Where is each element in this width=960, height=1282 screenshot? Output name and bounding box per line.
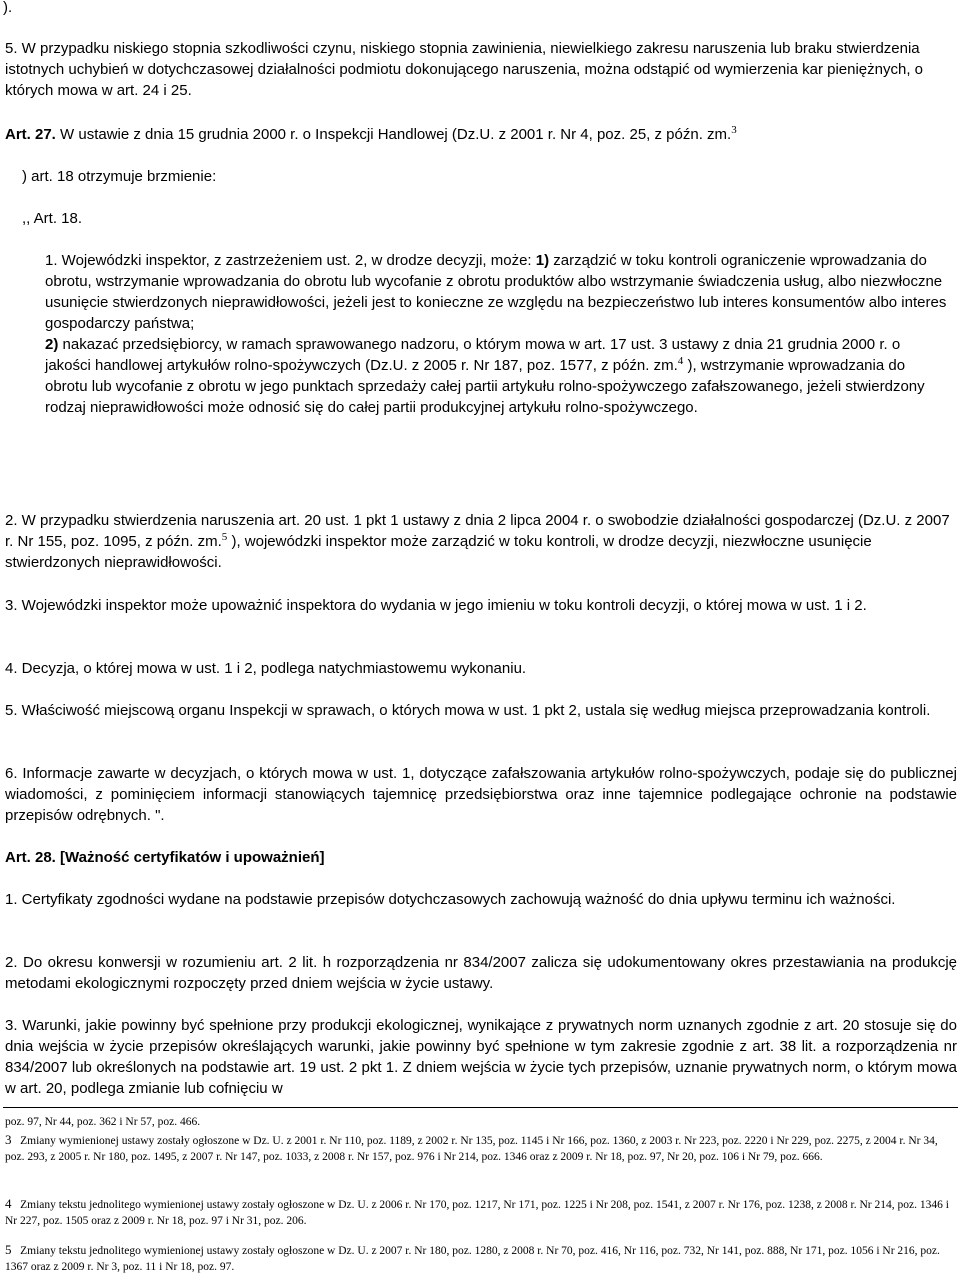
article-27 [5, 124, 957, 145]
article-27-text: W ustawie z dnia 15 grudnia 2000 r. o Inspekcji Handlowej (Dz.U. z 2001 r. Nr 4, poz. 25, z późn. zm. [55, 126, 732, 143]
article-18-paragraph-5: 5. Właściwość miejscową organu Inspekcji w sprawach, o których mowa w ust. 1 pkt 2, ustala się według miejsca przeprowadzania kontroli. [5, 702, 931, 719]
footnote-ref-4[interactable]: 4 [677, 355, 684, 367]
article-27-label: Art. 27. [5, 126, 56, 143]
footnote-4-number: 4 [5, 1196, 12, 1211]
paragraph-2-text-a: 2. W przypadku stwierdzenia naruszenia art. 20 ust. 1 pkt 1 ustawy z dnia 2 lipca 2004 r. o swobodzie działalności gospodarczej (Dz.U. z 2007 r. Nr 155, poz. 1095, z późn. zm. [5, 512, 950, 550]
footnote-3-text: Zmiany wymienionej ustawy zostały ogłoszone w Dz. U. z 2001 r. Nr 110, poz. 1189, z 2002 r. Nr 135, poz. 1145 i Nr 166, poz. 1360, z 2003 r. Nr 223, poz. 2220 i Nr 229, poz. 2275, z 2004 r. Nr 34, poz. 293, z 2005 r. Nr 180, poz. 1495, z 2007 r. Nr 147, poz. 1033, z 2008 r. Nr 157, poz. 976 i Nr 214, poz. 1346 oraz z 2009 r. Nr 18, poz. 97, Nr 20, poz. 106 i Nr 79, poz. 666. [5, 1135, 938, 1163]
footnote-ref-5[interactable]: 5 [221, 531, 228, 543]
article-28-paragraph-3: 3. Warunki, jakie powinny być spełnione przy produkcji ekologicznej, wynikające z prywatnych norm uznanych zgodnie z art. 20 stosuje się do dnia wejścia w życie przepisów określających warunki, jakie powinny być spełnione w tym zakresie zgodnie z art. 38 lit. a rozporządzenia nr 834/2007 lub określonych na podstawie art. 19 ust. 2 pkt 1. Z dniem wejścia w życie tych przepisów, uznanie prywatnych norm, o którym mowa w art. 20, podlega zmianie lub cofnięciu w [5, 1017, 957, 1097]
paragraph-5-art26: 5. W przypadku niskiego stopnia szkodliwości czynu, niskiego stopnia zawinienia, niewielkiego zakresu naruszenia lub braku stwierdzenia istotnych uchybień w dotychczasowej działalności podmiotu dokonującego naruszenia, można odstąpić od wymierzenia kar pieniężnych, o których mowa w art. 24 i 25. [5, 40, 924, 99]
footnote-4-text: Zmiany tekstu jednolitego wymienionej ustawy zostały ogłoszone w Dz. U. z 2006 r. Nr 170, poz. 1217, Nr 171, poz. 1225 i Nr 208, poz. 1541, z 2007 r. Nr 176, poz. 1238, z 2008 r. Nr 214, poz. 1346 i Nr 227, poz. 1505 oraz z 2009 r. Nr 18, poz. 97 i Nr 31, poz. 206. [5, 1199, 949, 1227]
footnote-ref-3[interactable]: 3 [731, 124, 737, 136]
article-28-heading: Art. 28. [Ważność certyfikatów i upoważnień] [5, 849, 325, 866]
point-2-text-b: ), wstrzymanie wprowadzania do obrotu lub wycofanie z obrotu w jego punktach sprzedaży całej partii artykułu rolno-spożywczego zafałszowanego, jeżeli stwierdzony rodzaj nieprawidłowości może odnosić się do całej partii produkcyjnej artykułu rolno-spożywczego. [45, 357, 925, 416]
point-1-number: 1) [535, 252, 550, 269]
article-18-p1-intro: 1. Wojewódzki inspektor, z zastrzeżeniem ust. 2, w drodze decyzji, może: [45, 252, 536, 269]
article-18-paragraph-4: 4. Decyzja, o której mowa w ust. 1 i 2, podlega natychmiastowemu wykonaniu. [5, 660, 527, 677]
article-27-continuation: ) art. 18 otrzymuje brzmienie: [22, 168, 217, 185]
footnote-4 [5, 1196, 955, 1229]
article-28-paragraph-2: 2. Do okresu konwersji w rozumieniu art. 2 lit. h rozporządzenia nr 834/2007 zalicza się udokumentowany okres przestawiania na produkcję metodami ekologicznymi rozpoczęty przed dniem wejścia w życie ustawy. [5, 954, 957, 992]
article-18-paragraph-6: 6. Informacje zawarte w decyzjach, o których mowa w ust. 1, dotyczące zafałszowania artykułów rolno-spożywczych, podaje się do publicznej wiadomości, z pominięciem informacji stanowiących tajemnicę przedsiębiorstwa oraz inne tajemnice podlegające ochronie na podstawie przepisów odrębnych. ". [5, 765, 957, 824]
article-18-paragraph-3: 3. Wojewódzki inspektor może upoważnić inspektora do wydania w jego imieniu w toku kontroli decyzji, o której mowa w ust. 1 i 2. [5, 597, 867, 614]
footnote-separator [3, 1107, 958, 1108]
footnote-5-text: Zmiany tekstu jednolitego wymienionej ustawy zostały ogłoszone w Dz. U. z 2007 r. Nr 180, poz. 1280, z 2008 r. Nr 70, poz. 416, Nr 116, poz. 732, Nr 141, poz. 888, Nr 171, poz. 1056 i Nr 216, poz. 1367 oraz z 2009 r. Nr 3, poz. 11 i Nr 18, poz. 97. [5, 1245, 940, 1273]
point-2-number: 2) [45, 336, 59, 353]
paragraph-2-text-b: ), wojewódzki inspektor może zarządzić w toku kontroli, w drodze decyzji, niezwłoczne usunięcie stwierdzonych nieprawidłowości. [5, 533, 872, 571]
article-28-paragraph-1: 1. Certyfikaty zgodności wydane na podstawie przepisów dotychczasowych zachowują ważność do dnia upływu terminu ich ważności. [5, 891, 896, 908]
footnote-continuation: poz. 97, Nr 44, poz. 362 i Nr 57, poz. 466. [5, 1116, 201, 1128]
footnote-5-number: 5 [5, 1242, 12, 1257]
top-fragment: ). [3, 0, 13, 16]
footnote-3-number: 3 [5, 1132, 12, 1147]
footnote-5 [5, 1242, 955, 1275]
point-2-text-a: nakazać przedsiębiorcy, w ramach sprawowanego nadzoru, o którym mowa w art. 17 ust. 3 ustawy z dnia 21 grudnia 2000 r. o jakości handlowej artykułów rolno-spożywczych (Dz.U. z 2005 r. Nr 187, poz. 1577, z późn. zm. [45, 336, 901, 374]
article-18-paragraph-1 [45, 250, 950, 418]
article-18-heading: ,, Art. 18. [22, 210, 83, 227]
article-18-paragraph-2 [5, 510, 957, 573]
footnote-3 [5, 1132, 955, 1165]
point-1-text: zarządzić w toku kontroli ograniczenie wprowadzania do obrotu, wstrzymanie wprowadzania do obrotu lub wycofanie z obrotu produktów albo wstrzymanie świadczenia usług, albo niezwłoczne usunięcie stwierdzonych nieprawidłowości, jeżeli jest to konieczne ze względu na bezpieczeństwo lub interes konsumentów albo interes gospodarczy państwa; [45, 252, 947, 332]
